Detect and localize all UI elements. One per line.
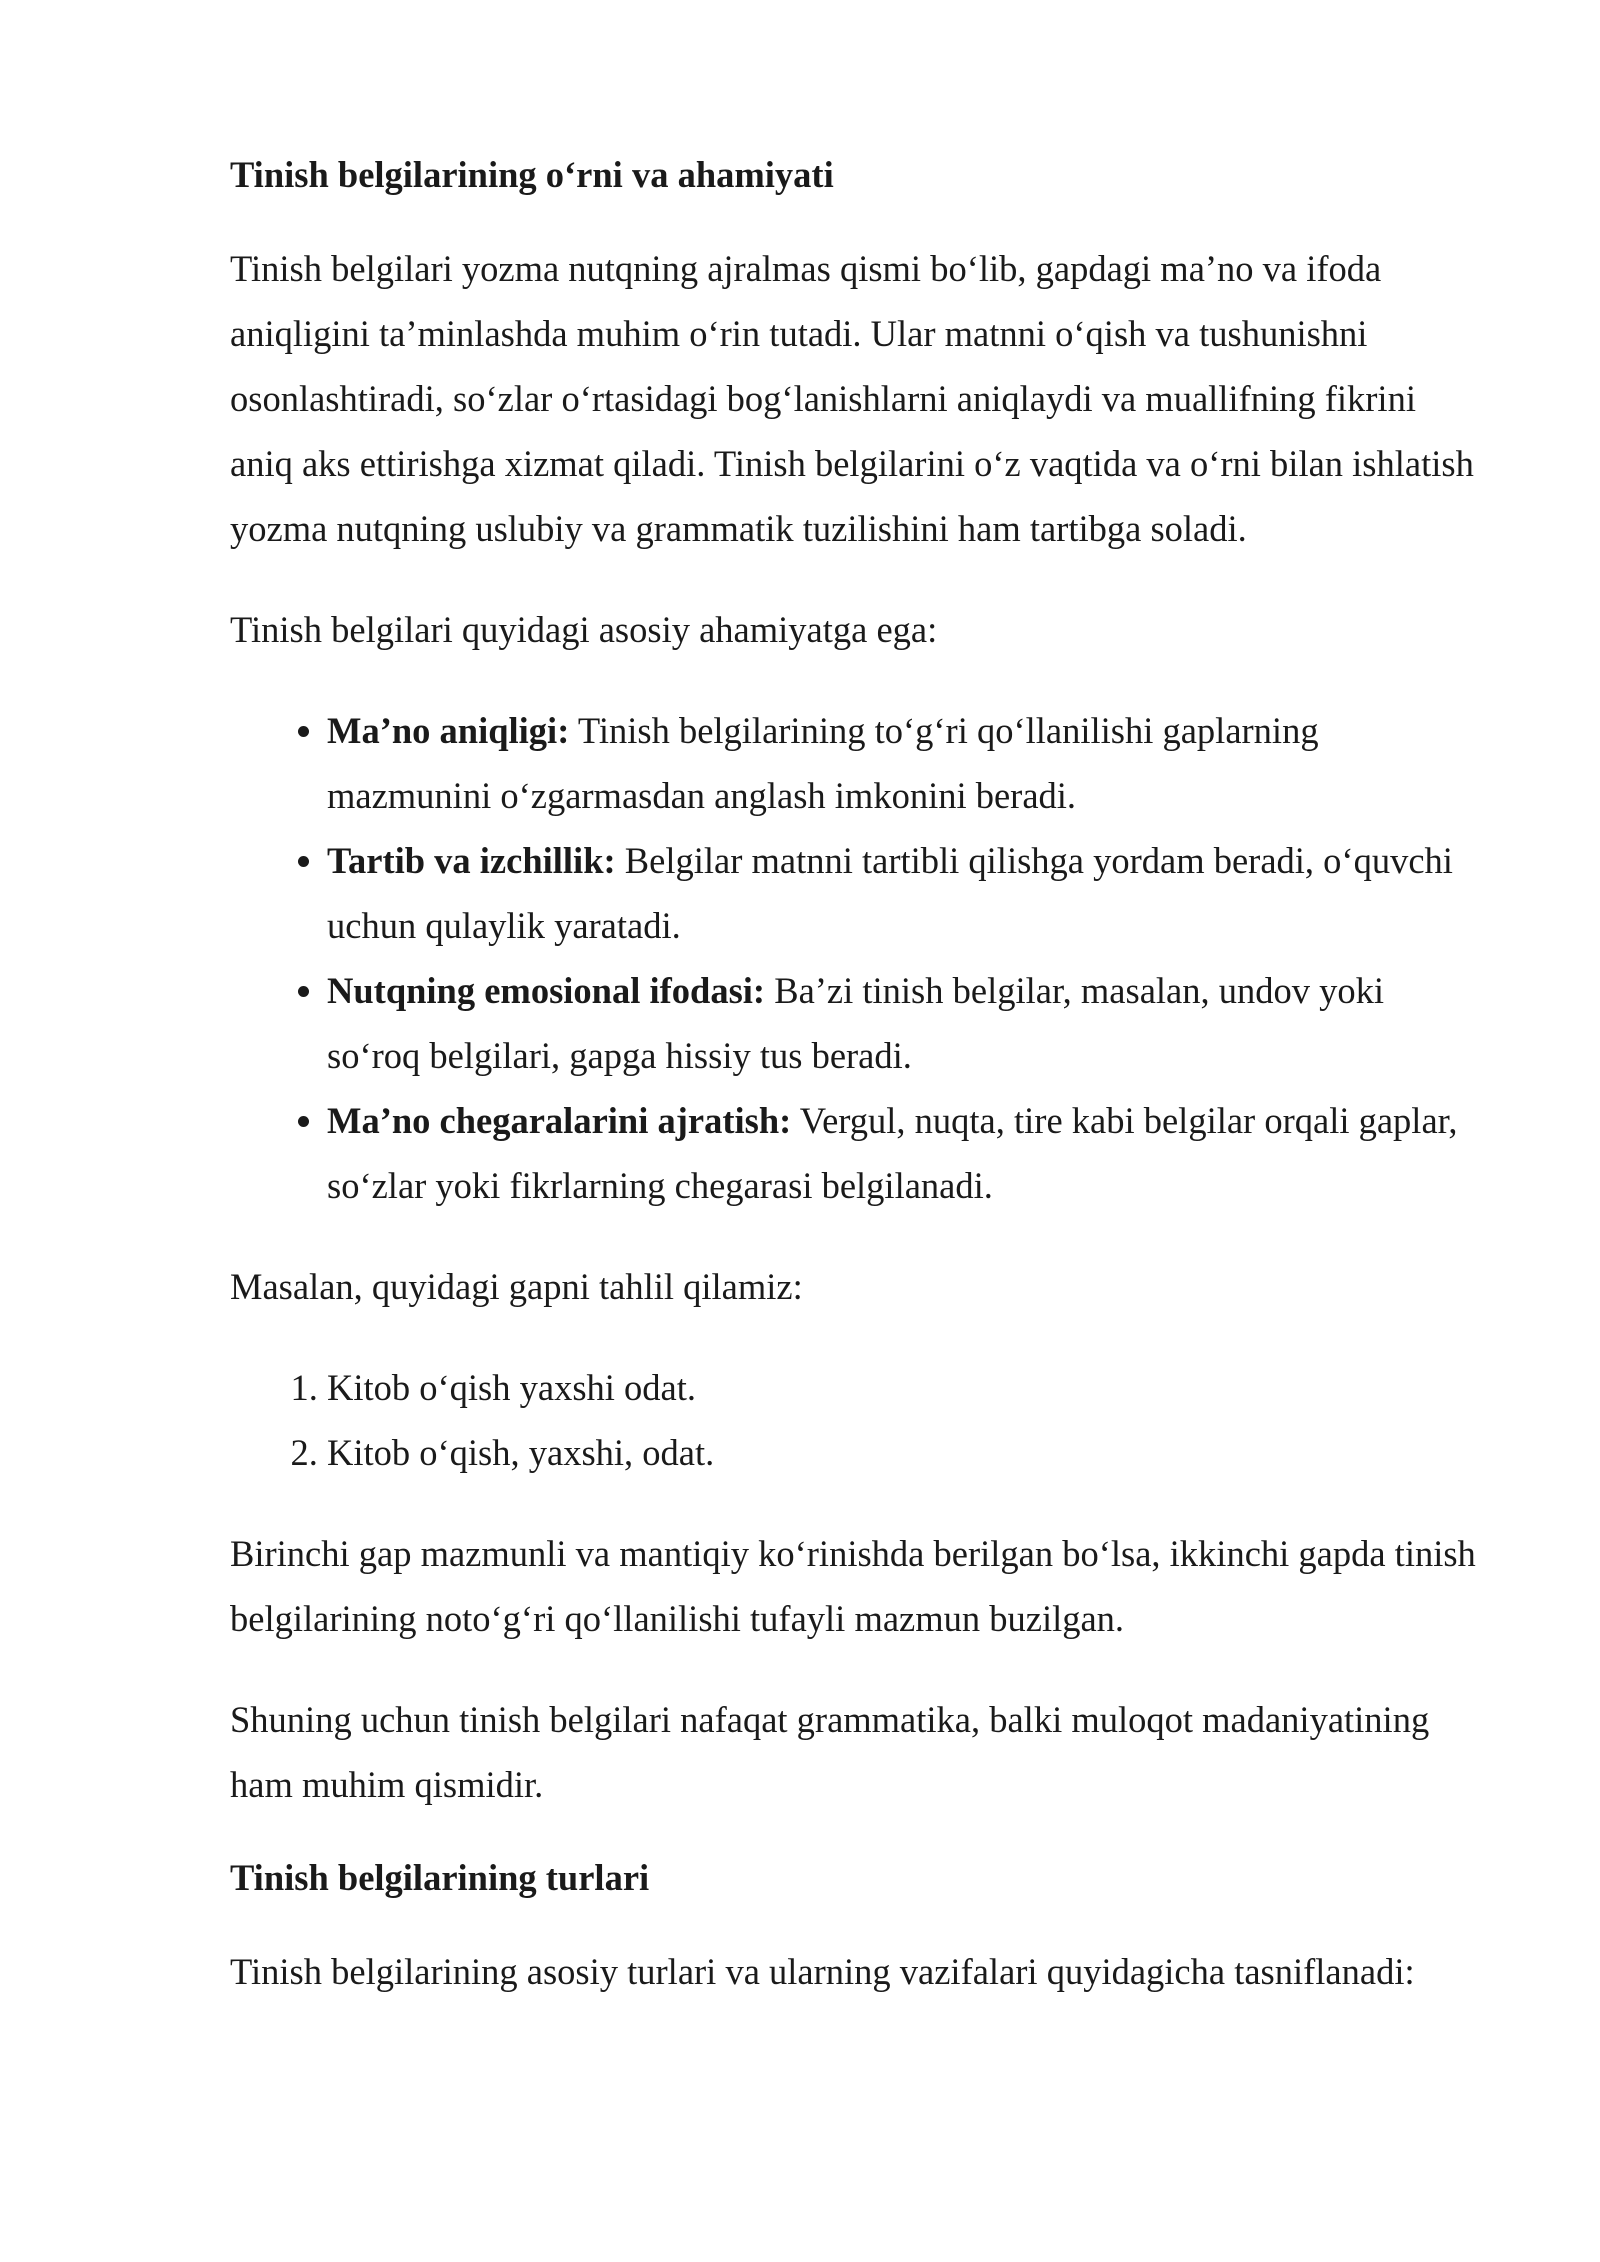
bullet-text: Ba’zi tinish belgilar, masalan, undov yoki so‘roq belgilari, gapga hissiy tus beradi. — [327, 970, 1385, 1076]
paragraph-example-lead: Masalan, quyidagi gapni tahlil qilamiz: — [230, 1266, 803, 1307]
example-numbered-list — [230, 1355, 1480, 1485]
bullet-text: Vergul, nuqta, tire kabi belgilar orqali gaplar, so‘zlar yoki fikrlarning chegarasi belgilanadi. — [327, 1100, 1458, 1206]
importance-bullet-list — [230, 698, 1480, 1218]
paragraph-conclusion: Shuning uchun tinish belgilari nafaqat grammatika, balki muloqot madaniyatining ham muhim qismidir. — [230, 1699, 1430, 1805]
bullet-item — [327, 828, 1480, 958]
section-heading-1: Tinish belgilarining o‘rni va ahamiyati — [230, 154, 834, 195]
bullet-term: Ma’no aniqligi: — [327, 710, 570, 751]
paragraph-intro: Tinish belgilari yozma nutqning ajralmas qismi bo‘lib, gapdagi ma’no va ifoda aniqligini ta’minlashda muhim o‘rin tutadi. Ular matnni o‘qish va tushunishni osonlashtiradi, so‘zlar o‘rtasidagi bog‘lanishlarni aniqlaydi va muallifning fikrini aniq aks ettirishga xizmat qiladi. Tinish belgilarini o‘z vaqtida va o‘rni bilan ishlatish yozma nutqning uslubiy va grammatik tuzilishini ham tartibga soladi. — [230, 248, 1474, 549]
bullet-term: Ma’no chegaralarini ajratish: — [327, 1100, 792, 1141]
bullet-term: Nutqning emosional ifodasi: — [327, 970, 766, 1011]
section-heading-2: Tinish belgilarining turlari — [230, 1857, 650, 1898]
bullet-item — [327, 698, 1480, 828]
bullet-text: Belgilar matnni tartibli qilishga yordam beradi, o‘quvchi uchun qulaylik yaratadi. — [327, 840, 1453, 946]
example-item: 1. Kitob o‘qish yaxshi odat. — [327, 1355, 1480, 1420]
bullet-item — [327, 1088, 1480, 1218]
bullet-term: Tartib va izchillik: — [327, 840, 616, 881]
paragraph-list-lead: Tinish belgilari quyidagi asosiy ahamiyatga ega: — [230, 609, 938, 650]
bullet-item — [327, 958, 1480, 1088]
bullet-text: Tinish belgilarining to‘g‘ri qo‘llanilishi gaplarning mazmunini o‘zgarmasdan anglash imkonini beradi. — [327, 710, 1319, 816]
paragraph-types-intro: Tinish belgilarining asosiy turlari va ularning vazifalari quyidagicha tasniflanadi: — [230, 1951, 1415, 1992]
document-page — [230, 150, 1480, 2040]
paragraph-analysis: Birinchi gap mazmunli va mantiqiy ko‘rinishda berilgan bo‘lsa, ikkinchi gapda tinish belgilarining noto‘g‘ri qo‘llanilishi tufayli mazmun buzilgan. — [230, 1533, 1476, 1639]
example-item: 2. Kitob o‘qish, yaxshi, odat. — [327, 1420, 1480, 1485]
